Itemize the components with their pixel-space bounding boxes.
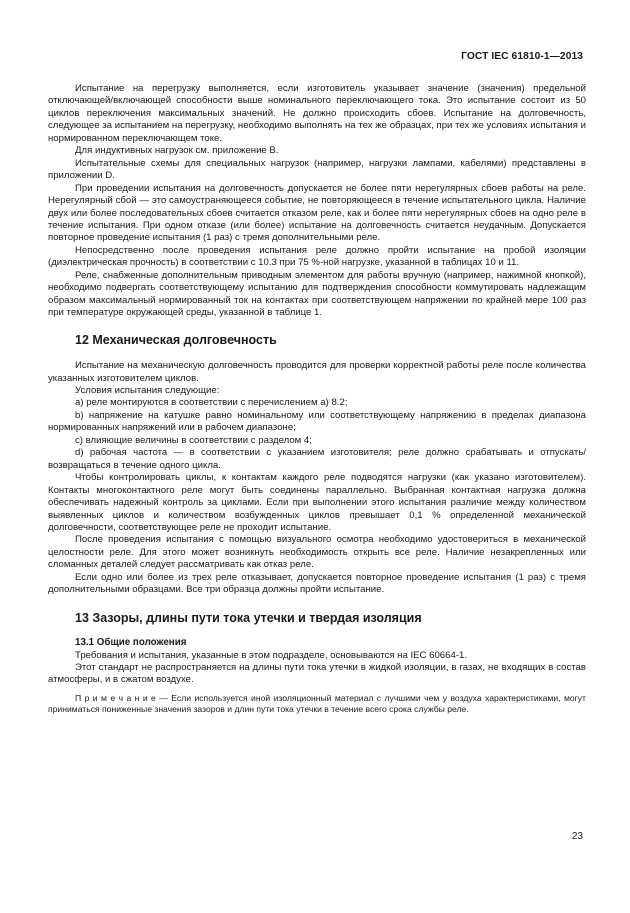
paragraph: Этот стандарт не распространяется на длины пути тока утечки в жидкой изоляции, в газах, не входящих в состав атмосферы, и в сжатом воздухе. bbox=[48, 662, 586, 686]
paragraph: После проведения испытания с помощью визуального осмотра необходимо удостовериться в механической целостности реле. Для этого может возникнуть необходимость открыть все реле. Наличие незакрепленных или сломанных деталей следует рассматривать как отказ реле. bbox=[48, 534, 586, 571]
subsection-13-1-heading: 13.1 Общие положения bbox=[75, 637, 187, 649]
note bbox=[48, 693, 586, 715]
page-number: 23 bbox=[571, 831, 583, 842]
paragraph: Если одно или более из трех реле отказывает, допускается повторное проведение испытания (1 раз) с тремя дополнительными образцами. Все три образца должны пройти испытание. bbox=[48, 571, 586, 596]
paragraph: Непосредственно после проведения испытания реле должно пройти испытание на пробой изоляции (диэлектрическая прочность) в соответствии с 10.3 при 75 %-ной нагрузке, указанной в таблицах 10 и 11. bbox=[48, 244, 586, 269]
list-item: c) влияющие величины в соответствии с разделом 4; bbox=[75, 434, 312, 446]
paragraph: Чтобы контролировать циклы, к контактам каждого реле подводятся нагрузки (как указано изготовителем). Контакты многоконтактного реле могут быть соединены параллельно. Выбранная контактная нагрузка должна обеспечивать надежный контроль за циклами. Если при выполнении этого испытания различие между количеством выявленных циклов и количеством возбужденных циклов превышает 0,1 % определенной механической долговечности, соответствующее реле не проходит испытание. bbox=[48, 472, 586, 533]
list-item: b) напряжение на катушке равно номинальному или соответствующему напряжению в пределах диапазона нормированных напряжений или в рабочем диапазоне; bbox=[48, 409, 586, 434]
section-13-heading: 13 Зазоры, длины пути тока утечки и твердая изоляция bbox=[75, 610, 422, 625]
paragraph: Для индуктивных нагрузок см. приложение В. bbox=[75, 145, 279, 157]
paragraph: При проведении испытания на долговечность допускается не более пяти нерегулярных сбоев работы на реле. Нерегулярный сбой — это самоустраняющееся событие, не повторяющееся в течение испытательного цикла. Наличие двух или более последовательных сбоев считается отказом реле, как и более пяти нерегулярных сбоев на одно реле в течение испытания. При одном отказе (или более) испытание на долговечность считается неудачным. Допускается повторное проведение испытания (1 раз) с тремя дополнительными реле. bbox=[48, 182, 586, 244]
note-text: — Если используется иной изоляционный материал с лучшими чем у воздуха характеристиками, могут приниматься пониженные значения зазоров и длин пути тока утечки в течение всего срока службы реле. bbox=[48, 692, 586, 715]
page-content bbox=[48, 83, 586, 715]
list-item: a) реле монтируются в соответствии с перечислением a) 8.2; bbox=[75, 397, 348, 409]
list-item: d) рабочая частота — в соответствии с указанием изготовителя; реле должно срабатывать и отпускать/возвращаться в течение одного цикла. bbox=[48, 447, 586, 471]
paragraph: Условия испытания следующие: bbox=[75, 384, 220, 396]
paragraph: Реле, снабженные дополнительным приводным элементом для работы вручную (например, нажимной кнопкой), необходимо подвергать соответствующему испытанию для подтверждения способности коммутировать надлежащим образом максимальный нормированный ток на контактах при соответствующем напряжении по крайней мере 100 раз при температуре окружающей среды, указанной в таблице 1. bbox=[48, 269, 586, 319]
section-12-heading: 12 Механическая долговечность bbox=[75, 332, 277, 347]
paragraph: Испытательные схемы для специальных нагрузок (например, нагрузки лампами, кабелями) представлены в приложении D. bbox=[48, 157, 586, 182]
standard-header: ГОСТ IEC 61810-1—2013 bbox=[461, 51, 583, 62]
paragraph: Испытание на механическую долговечность проводится для проверки корректной работы реле после количества указанных изготовителем циклов. bbox=[48, 360, 586, 384]
note-label: П р и м е ч а н и е bbox=[75, 692, 156, 703]
paragraph: Испытание на перегрузку выполняется, если изготовитель указывает значение (значения) предельной отключающей/включающей способности выше номинального переключающего тока. Это испытание состоит из 50 циклов переключения максимальных значений. Не должно происходить сбоев. Испытание на долговечность, следующее за испытанием на перегрузку, необходимо выполнять на тех же образцах, при тех же условиях испытания и нормированном переключающем токе. bbox=[48, 83, 586, 144]
paragraph: Требования и испытания, указанные в этом подразделе, основываются на IEC 60664-1. bbox=[75, 649, 468, 661]
